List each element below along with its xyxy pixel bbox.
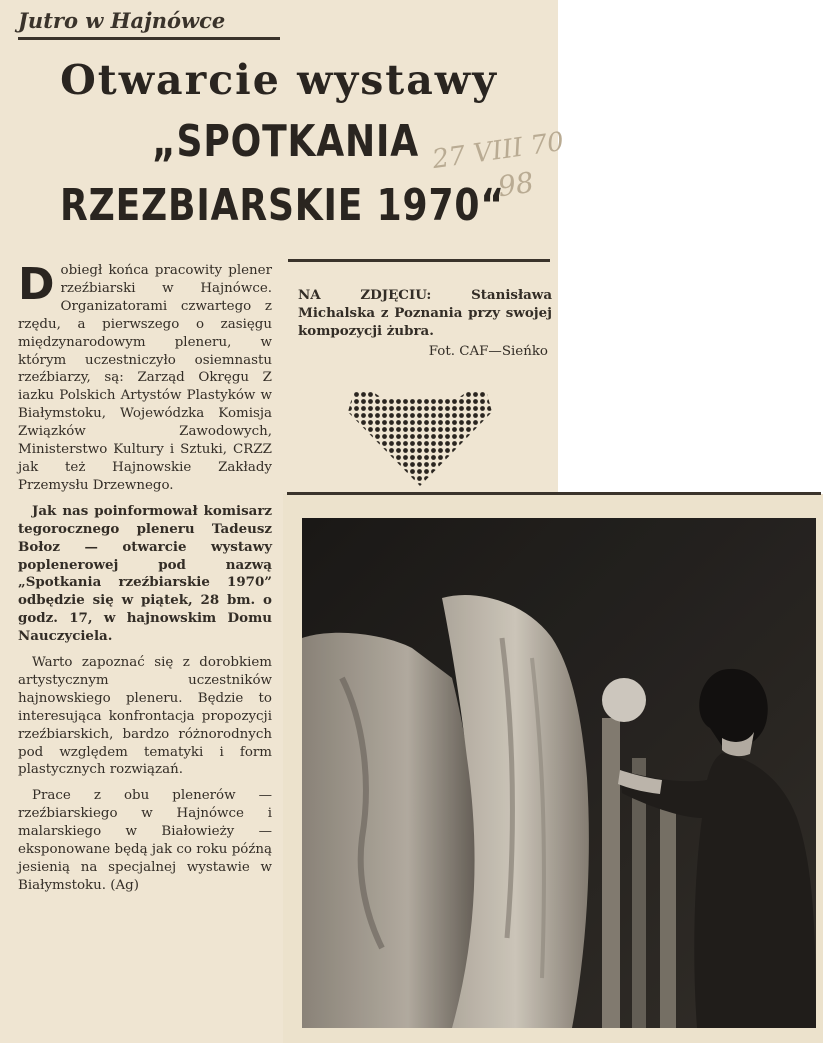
photo-credit: Fot. CAF—Sieńko xyxy=(428,344,548,359)
section-divider xyxy=(287,492,821,495)
paragraph-2 xyxy=(18,503,272,646)
paragraph-2-text: Jak nas poinformował komisarz tegorocznego pleneru Tadeusz Bołoz — otwarcie wystawy poplenerowej pod nazwą „Spotkania rzeźbiarskie 1970” odbędzie się w piątek, 28 bm. o godz. 17, w hajnowskim Domu Nauczyciela. xyxy=(18,502,272,645)
dotted-arrow-ornament xyxy=(346,384,494,488)
blank-area xyxy=(558,0,823,494)
kicker-heading: Jutro w Hajnówce xyxy=(18,8,226,33)
sculptor-photo xyxy=(302,518,816,1028)
paragraph-3-text: Warto zapoznać się z dorobkiem artystycznym uczestników hajnowskiego pleneru. Będzie to interesująca konfrontacja propozycji rzeźbiarskich, bardzo różnorodnych pod względem tematyki i form plastycznych rozwiązań. xyxy=(18,655,272,778)
article-body xyxy=(18,259,272,903)
paragraph-4-text: Prace z obu plenerów — rzeźbiarskiego w Hajnówce i malarskiego w Białowieży — eksponowane będą jak co roku późną jesienią na specjalnej wystawie w Białymstoku. (Ag) xyxy=(18,788,272,893)
headline-line-1: Otwarcie wystawy xyxy=(60,56,498,104)
photo-caption: NA ZDJĘCIU: Stanisława Michalska z Poznania przy swojej kompozycji żubra. xyxy=(298,287,552,339)
paragraph-1-text: obiegł końca pracowity plener rzeźbiarski w Hajnówce. Organizatorami czwartego z rzędu, a pierwszego o zasięgu międzynarodowym pleneru, w którym uczestniczyło osiemnastu rzeźbiarzy, są: Zarząd Okręgu Z iazku Polskich Artystów Plastyków w Białymstoku, Wojewódzka Komisja Związków Zawodowych, Ministerstwo Kultury i Sztuki, CRZZ jak też Hajnowskie Zakłady Przemysłu Drzewnego. xyxy=(18,263,272,493)
handwritten-number: 98 xyxy=(495,165,536,204)
photo-illustration xyxy=(302,518,816,1028)
caption-top-rule xyxy=(288,259,550,262)
handwritten-date: 27 VIII 70 xyxy=(430,126,566,176)
drop-cap: D xyxy=(18,259,55,310)
paragraph-1 xyxy=(18,259,272,495)
paragraph-4 xyxy=(18,787,272,894)
kicker-underline xyxy=(18,37,280,40)
paragraph-3 xyxy=(18,654,272,779)
headline-line-2: „SPOTKANIA xyxy=(152,116,420,167)
headline-line-3: RZEZBIARSKIE 1970“ xyxy=(60,180,505,231)
